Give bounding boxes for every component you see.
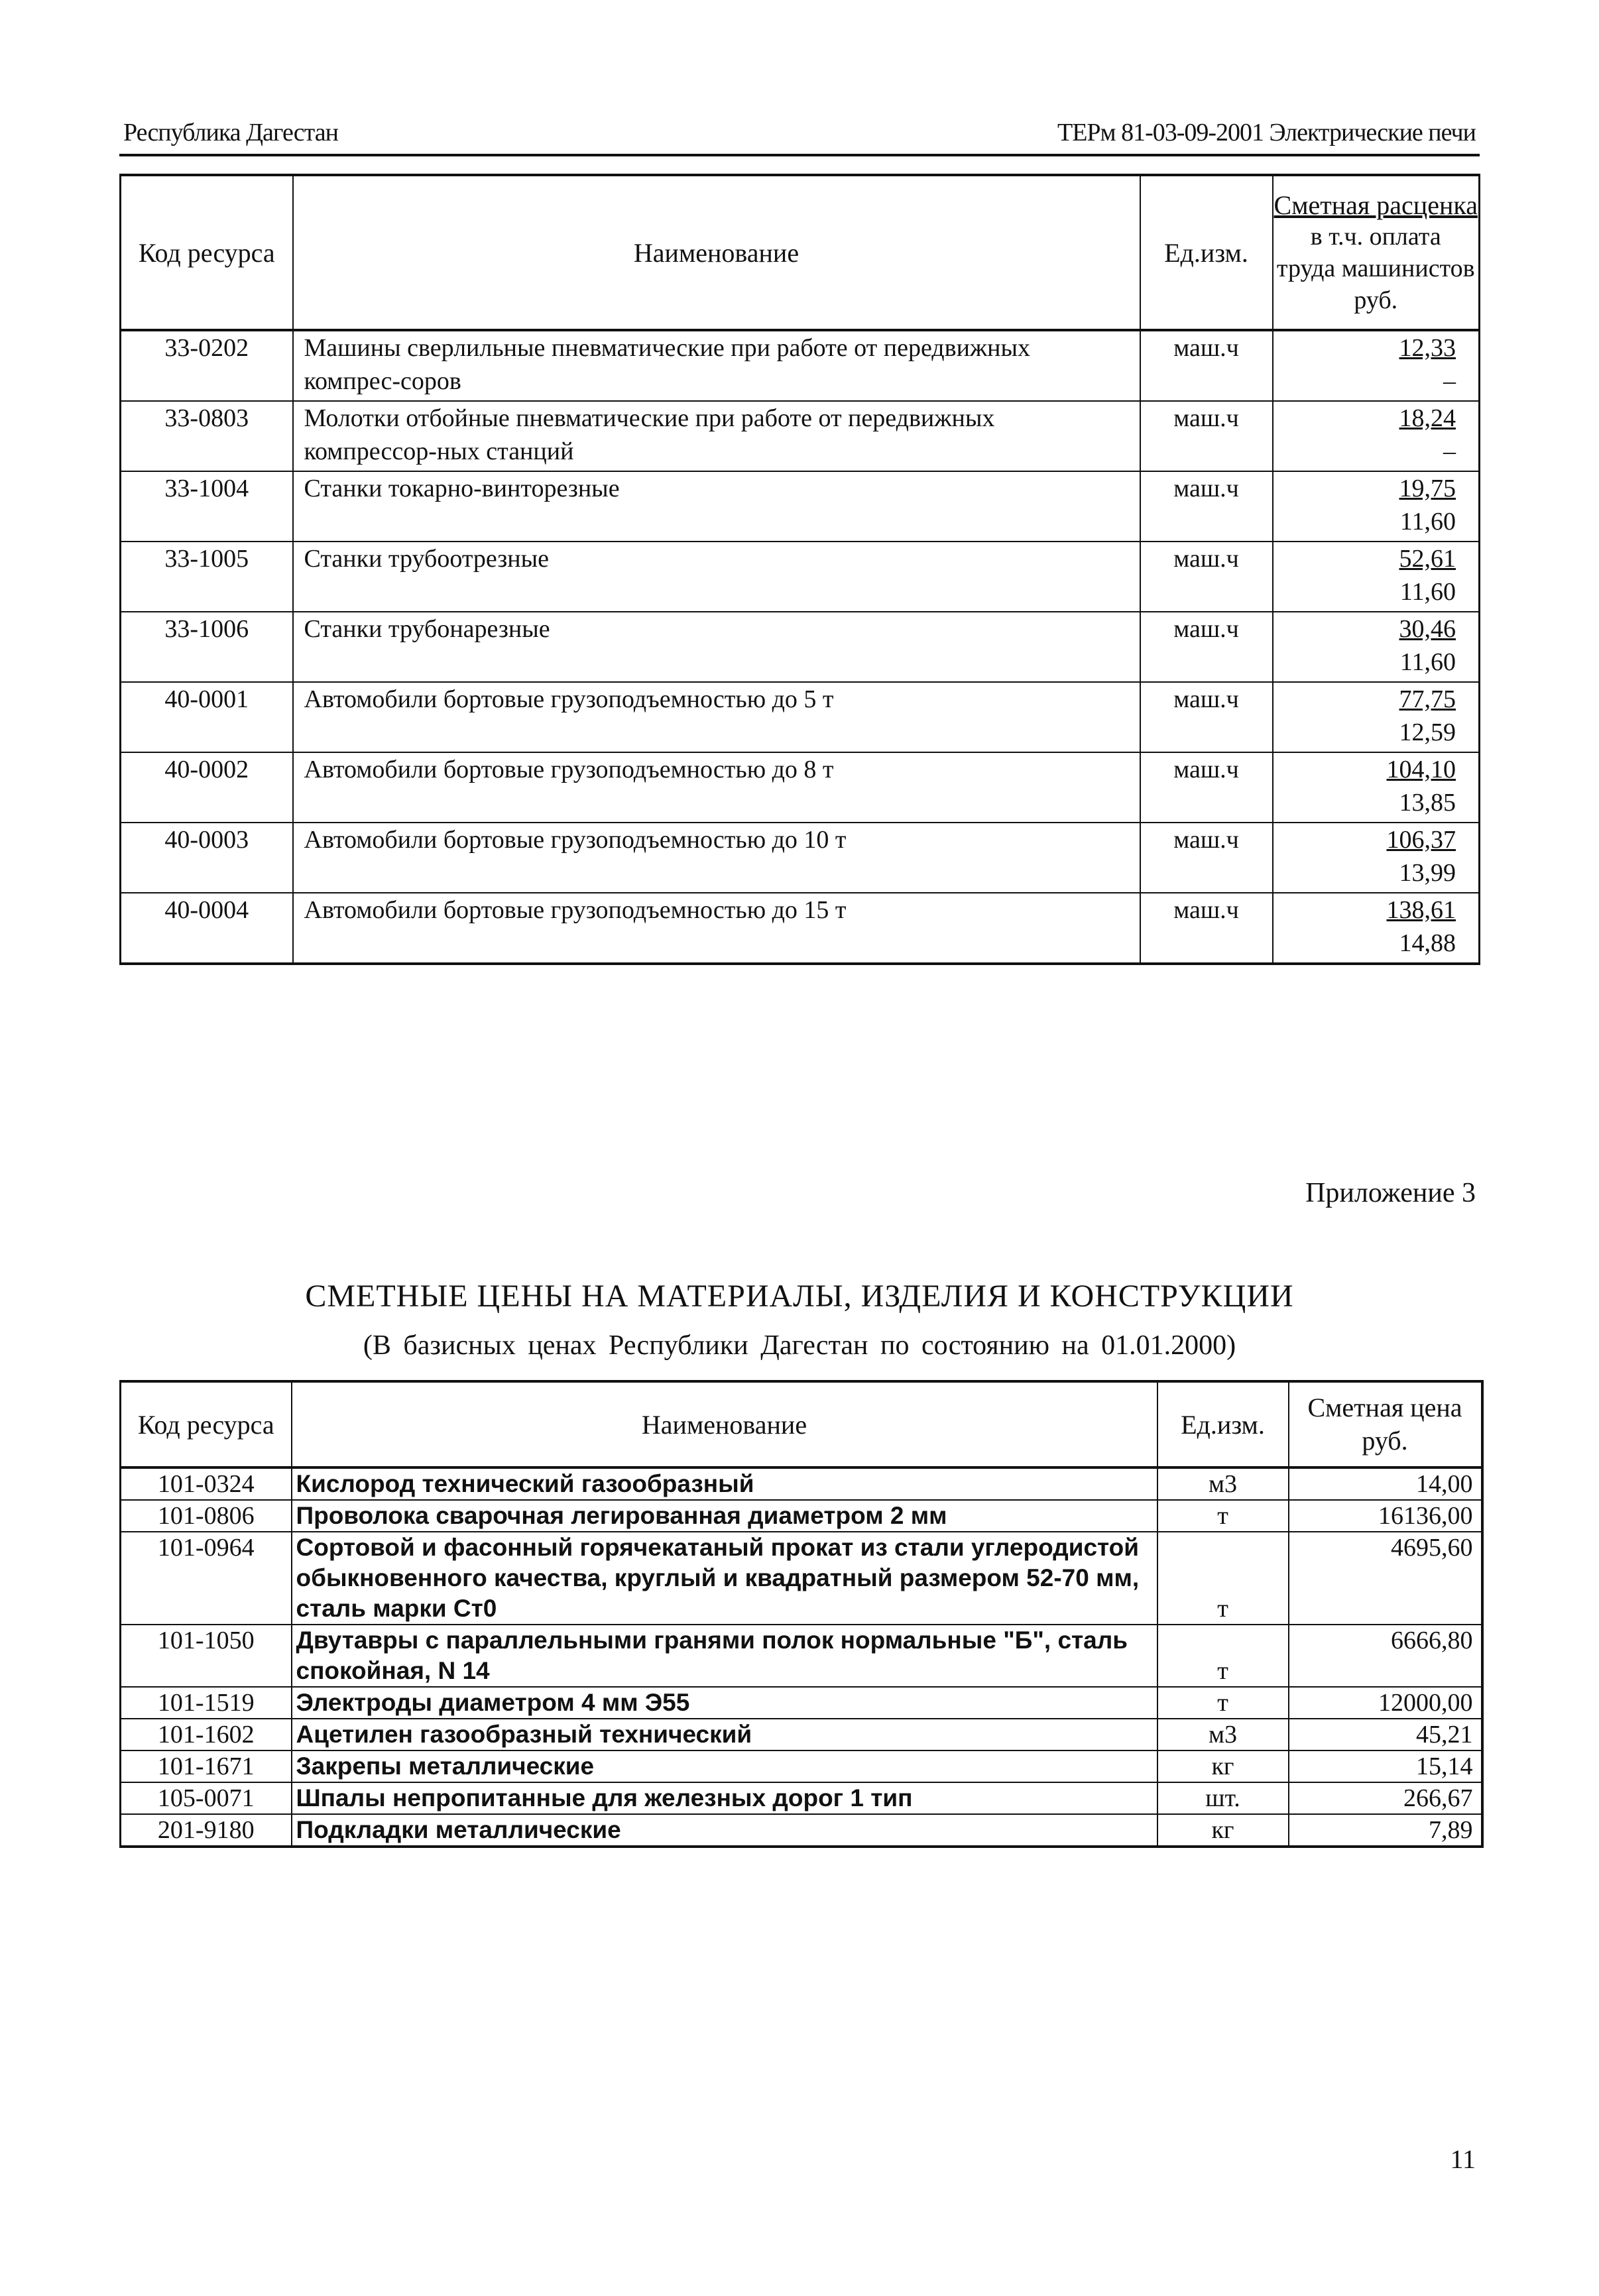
machine-rates-table (119, 174, 1480, 965)
resource-name: Автомобили бортовые грузоподъемностью до 8 т (293, 752, 1140, 823)
material-unit: м3 (1157, 1719, 1289, 1751)
resource-name: Машины сверлильные пневматические при работе от передвижных компрес-соров (293, 330, 1140, 401)
resource-rate-cell (1273, 752, 1480, 823)
resource-unit: маш.ч (1140, 682, 1273, 752)
resource-code: 33-1004 (121, 471, 293, 542)
table-row (121, 823, 1480, 893)
material-unit: т (1157, 1500, 1289, 1532)
resource-code: 33-1006 (121, 612, 293, 682)
resource-code: 40-0002 (121, 752, 293, 823)
table-row (121, 1751, 1482, 1782)
material-code: 101-1671 (121, 1751, 292, 1782)
material-name: Шпалы непропитанные для железных дорог 1 тип (292, 1782, 1157, 1814)
resource-unit: маш.ч (1140, 612, 1273, 682)
resource-rate-cell (1273, 682, 1480, 752)
resource-rate-cell (1273, 542, 1480, 612)
table-header-row (121, 1381, 1482, 1467)
resource-labor-rate: – (1443, 437, 1456, 465)
resource-rate-cell (1273, 401, 1480, 471)
resource-name: Станки трубоотрезные (293, 542, 1140, 612)
table-row (121, 1532, 1482, 1625)
resource-code: 40-0001 (121, 682, 293, 752)
table-row (121, 1782, 1482, 1814)
price-header-currency: руб. (1362, 1426, 1408, 1456)
material-unit: т (1157, 1625, 1289, 1687)
resource-code: 33-0202 (121, 330, 293, 401)
material-name: Двутавры с параллельными гранями полок нормальные "Б", сталь спокойная, N 14 (292, 1625, 1157, 1687)
material-unit: кг (1157, 1814, 1289, 1847)
rate-header-sub-2: труда машинистов (1276, 254, 1475, 282)
resource-labor-rate: 14,88 (1399, 929, 1456, 957)
resource-unit: маш.ч (1140, 401, 1273, 471)
material-name: Сортовой и фасонный горячекатаный прокат из стали углеродистой обыкновенного качества, круглый и квадратный размером 52-70 мм, сталь марки Ст0 (292, 1532, 1157, 1625)
resource-labor-rate: 13,85 (1399, 789, 1456, 817)
resource-labor-rate: 11,60 (1399, 648, 1456, 676)
resource-rate: 19,75 (1399, 475, 1456, 502)
material-price: 266,67 (1289, 1782, 1482, 1814)
resource-name: Станки трубонарезные (293, 612, 1140, 682)
table-row (121, 1500, 1482, 1532)
resource-unit: маш.ч (1140, 823, 1273, 893)
material-unit: т (1157, 1687, 1289, 1719)
resource-rate-cell (1273, 471, 1480, 542)
material-name: Проволока сварочная легированная диаметром 2 мм (292, 1500, 1157, 1532)
material-price: 12000,00 (1289, 1687, 1482, 1719)
rate-header-sub-3: руб. (1354, 286, 1398, 314)
table-row (121, 1687, 1482, 1719)
col-header-code: Код ресурса (121, 175, 293, 330)
material-name: Закрепы металлические (292, 1751, 1157, 1782)
header-document-code: ТЕРм 81-03-09-2001 Электрические печи (1057, 119, 1476, 146)
resource-labor-rate: 11,60 (1399, 578, 1456, 606)
col-header-price (1289, 1381, 1482, 1467)
resource-labor-rate: 13,99 (1399, 859, 1456, 887)
table-row (121, 1467, 1482, 1500)
resource-name: Молотки отбойные пневматические при работе от передвижных компрессор-ных станций (293, 401, 1140, 471)
material-code: 101-1050 (121, 1625, 292, 1687)
resource-rate: 12,33 (1399, 334, 1456, 362)
resource-name: Станки токарно-винторезные (293, 471, 1140, 542)
appendix-label: Приложение 3 (1305, 1178, 1476, 1208)
material-price: 15,14 (1289, 1751, 1482, 1782)
material-name: Кислород технический газообразный (292, 1467, 1157, 1500)
table-row (121, 1719, 1482, 1751)
resource-unit: маш.ч (1140, 893, 1273, 964)
resource-labor-rate: – (1443, 367, 1456, 395)
table-row (121, 401, 1480, 471)
resource-unit: маш.ч (1140, 542, 1273, 612)
header-region: Республика Дагестан (123, 119, 338, 146)
resource-rate-cell (1273, 823, 1480, 893)
material-price: 45,21 (1289, 1719, 1482, 1751)
material-code: 101-1519 (121, 1687, 292, 1719)
col-header-code: Код ресурса (121, 1381, 292, 1467)
col-header-name: Наименование (293, 175, 1140, 330)
resource-rate-cell (1273, 330, 1480, 401)
resource-name: Автомобили бортовые грузоподъемностью до 15 т (293, 893, 1140, 964)
resource-unit: маш.ч (1140, 330, 1273, 401)
price-header-label: Сметная цена (1307, 1393, 1462, 1422)
section-subtitle: (В базисных ценах Республики Дагестан по состоянию на 01.01.2000) (363, 1330, 1236, 1361)
material-code: 101-1602 (121, 1719, 292, 1751)
material-name: Ацетилен газообразный технический (292, 1719, 1157, 1751)
resource-rate-cell (1273, 893, 1480, 964)
material-code: 201-9180 (121, 1814, 292, 1847)
resource-code: 33-1005 (121, 542, 293, 612)
col-header-unit: Ед.изм. (1140, 175, 1273, 330)
section-title: СМЕТНЫЕ ЦЕНЫ НА МАТЕРИАЛЫ, ИЗДЕЛИЯ И КОНСТРУКЦИИ (305, 1279, 1294, 1314)
resource-rate: 18,24 (1399, 404, 1456, 432)
table-row (121, 1814, 1482, 1847)
resource-rate: 106,37 (1386, 826, 1456, 854)
material-price: 7,89 (1289, 1814, 1482, 1847)
material-code: 101-0964 (121, 1532, 292, 1625)
material-unit: т (1157, 1532, 1289, 1625)
material-name: Электроды диаметром 4 мм Э55 (292, 1687, 1157, 1719)
resource-rate: 30,46 (1399, 615, 1456, 643)
table-row (121, 1625, 1482, 1687)
table-row (121, 330, 1480, 401)
material-unit: шт. (1157, 1782, 1289, 1814)
table-row (121, 893, 1480, 964)
resource-rate: 52,61 (1399, 545, 1456, 573)
resource-rate-cell (1273, 612, 1480, 682)
resource-code: 40-0004 (121, 893, 293, 964)
material-price: 4695,60 (1289, 1532, 1482, 1625)
table-row (121, 542, 1480, 612)
col-header-rate (1273, 175, 1480, 330)
table-row (121, 612, 1480, 682)
resource-labor-rate: 11,60 (1399, 508, 1456, 536)
page-number: 11 (1450, 2144, 1476, 2174)
table-row (121, 682, 1480, 752)
material-name: Подкладки металлические (292, 1814, 1157, 1847)
rate-header-label: Сметная расценка (1273, 190, 1478, 220)
material-prices-table (119, 1380, 1484, 1848)
resource-name: Автомобили бортовые грузоподъемностью до 10 т (293, 823, 1140, 893)
table-row (121, 752, 1480, 823)
material-unit: кг (1157, 1751, 1289, 1782)
resource-rate: 138,61 (1386, 896, 1456, 924)
material-price: 6666,80 (1289, 1625, 1482, 1687)
resource-unit: маш.ч (1140, 752, 1273, 823)
table-row (121, 471, 1480, 542)
rate-header-sub-1: в т.ч. оплата (1310, 222, 1441, 251)
material-code: 101-0324 (121, 1467, 292, 1500)
resource-rate: 77,75 (1399, 685, 1456, 713)
resource-code: 33-0803 (121, 401, 293, 471)
resource-code: 40-0003 (121, 823, 293, 893)
material-price: 16136,00 (1289, 1500, 1482, 1532)
table-header-row (121, 175, 1480, 330)
material-price: 14,00 (1289, 1467, 1482, 1500)
material-code: 101-0806 (121, 1500, 292, 1532)
material-code: 105-0071 (121, 1782, 292, 1814)
header-rule (119, 154, 1480, 156)
resource-labor-rate: 12,59 (1399, 718, 1456, 746)
material-unit: м3 (1157, 1467, 1289, 1500)
col-header-unit: Ед.изм. (1157, 1381, 1289, 1467)
resource-name: Автомобили бортовые грузоподъемностью до 5 т (293, 682, 1140, 752)
resource-unit: маш.ч (1140, 471, 1273, 542)
col-header-name: Наименование (292, 1381, 1157, 1467)
resource-rate: 104,10 (1386, 756, 1456, 783)
